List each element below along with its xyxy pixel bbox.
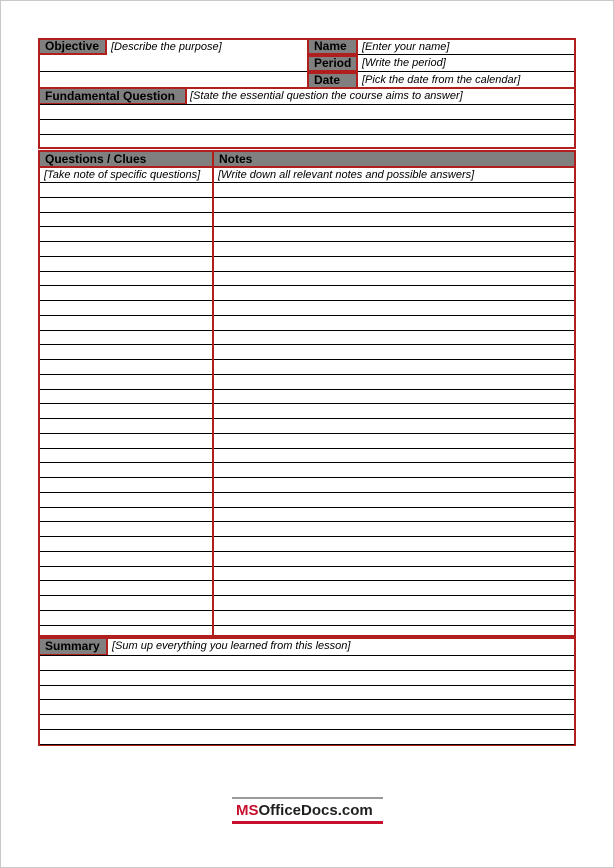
summary-rule: [40, 729, 574, 730]
column-divider: [212, 152, 214, 635]
note-rule: [214, 374, 574, 375]
name-label: Name: [307, 38, 358, 55]
summary-rule: [40, 744, 574, 745]
note-rule: [214, 433, 574, 434]
question-rule: [40, 536, 212, 537]
question-rule: [40, 566, 212, 567]
note-rule: [214, 521, 574, 522]
period-field[interactable]: [Write the period]: [362, 57, 446, 69]
question-rule: [40, 374, 212, 375]
note-rule: [214, 536, 574, 537]
objective-label: Objective: [38, 38, 107, 55]
notes-field[interactable]: [Write down all relevant notes and possible answers]: [218, 169, 475, 181]
note-rule: [214, 315, 574, 316]
summary-rule: [40, 670, 574, 671]
note-rule: [214, 507, 574, 508]
notes-header: Notes: [214, 152, 574, 167]
note-rule: [214, 551, 574, 552]
note-rule: [214, 448, 574, 449]
question-rule: [40, 389, 212, 390]
objective-field[interactable]: [Describe the purpose]: [111, 41, 222, 53]
fundamental-line: [40, 119, 574, 120]
question-rule: [40, 226, 212, 227]
note-rule: [214, 610, 574, 611]
question-rule: [40, 315, 212, 316]
note-rule: [214, 566, 574, 567]
logo-ms: MS: [236, 802, 259, 819]
note-rule: [214, 477, 574, 478]
summary-rule: [40, 685, 574, 686]
summary-field[interactable]: [Sum up everything you learned from this lesson]: [112, 640, 351, 652]
fundamental-line: [40, 134, 574, 135]
questions-field[interactable]: [Take note of specific questions]: [44, 169, 201, 181]
note-rule: [214, 330, 574, 331]
question-rule: [40, 551, 212, 552]
question-rule: [40, 507, 212, 508]
note-rule: [214, 241, 574, 242]
objective-line: [40, 71, 307, 72]
note-rule: [214, 197, 574, 198]
note-rule: [214, 403, 574, 404]
note-rule: [214, 580, 574, 581]
question-rule: [40, 462, 212, 463]
msofficedocs-logo: [232, 797, 383, 829]
period-label: Period: [307, 55, 358, 72]
question-rule: [40, 433, 212, 434]
name-field[interactable]: [Enter your name]: [362, 41, 450, 53]
question-rule: [40, 521, 212, 522]
fundamental-line: [40, 104, 574, 105]
logo-bar: [232, 797, 383, 799]
note-rule: [214, 625, 574, 626]
question-rule: [40, 344, 212, 345]
question-rule: [40, 271, 212, 272]
summary-rule: [40, 655, 574, 656]
fundamental-field[interactable]: [State the essential question the course aims to answer]: [190, 90, 463, 102]
date-label: Date: [307, 72, 358, 89]
questions-header: Questions / Clues: [40, 152, 212, 167]
logo-text: [236, 802, 373, 820]
question-rule: [40, 285, 212, 286]
notes-box: [38, 150, 576, 637]
question-rule: [40, 625, 212, 626]
question-rule: [40, 580, 212, 581]
note-rule: [214, 271, 574, 272]
question-rule: [40, 403, 212, 404]
question-rule: [40, 212, 212, 213]
note-rule: [214, 256, 574, 257]
name-row-line: [357, 54, 574, 55]
note-rule: [214, 300, 574, 301]
question-rule: [40, 477, 212, 478]
question-rule: [40, 359, 212, 360]
period-row-line: [357, 71, 574, 72]
question-rule: [40, 492, 212, 493]
summary-rule: [40, 699, 574, 700]
question-rule: [40, 241, 212, 242]
logo-rest: OfficeDocs.com: [258, 802, 373, 819]
note-rule: [214, 212, 574, 213]
question-rule: [40, 418, 212, 419]
note-rule: [214, 492, 574, 493]
note-rule: [214, 182, 574, 183]
note-rule: [214, 285, 574, 286]
note-rule: [214, 418, 574, 419]
question-rule: [40, 256, 212, 257]
question-rule: [40, 300, 212, 301]
question-rule: [40, 448, 212, 449]
note-rule: [214, 462, 574, 463]
summary-label: Summary: [38, 637, 108, 656]
note-rule: [214, 359, 574, 360]
question-rule: [40, 197, 212, 198]
header-underline: [40, 166, 574, 168]
note-rule: [214, 389, 574, 390]
question-rule: [40, 610, 212, 611]
note-rule: [214, 226, 574, 227]
question-rule: [40, 595, 212, 596]
fundamental-label: Fundamental Question: [38, 87, 187, 105]
summary-rule: [40, 714, 574, 715]
note-rule: [214, 595, 574, 596]
question-rule: [40, 182, 212, 183]
logo-bar: [232, 821, 383, 824]
date-field[interactable]: [Pick the date from the calendar]: [362, 74, 521, 86]
note-rule: [214, 344, 574, 345]
question-rule: [40, 330, 212, 331]
